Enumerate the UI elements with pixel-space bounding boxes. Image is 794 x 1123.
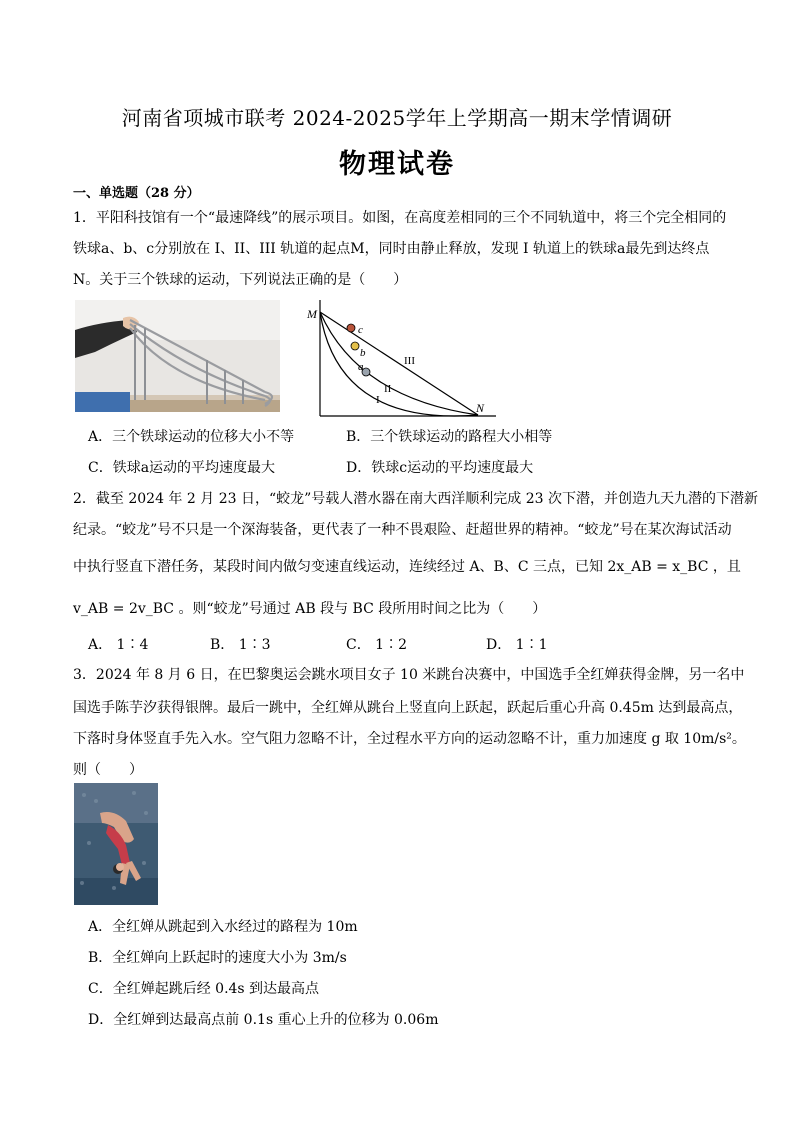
- track-III: [320, 312, 478, 415]
- q1-option-b[interactable]: B．三个铁球运动的路程大小相等: [346, 429, 553, 445]
- label-II: II: [384, 383, 392, 395]
- q3-option-c[interactable]: C．全红婵起跳后经 0.4s 到达最高点: [88, 981, 320, 997]
- q2-line-2: 纪录。“蛟龙”号不只是一个深海装备，更代表了一种不畏艰险、赶超世界的精神。“蛟龙”号在某次海试活动: [73, 522, 732, 538]
- q1-option-d[interactable]: D．铁球c运动的平均速度最大: [346, 460, 534, 476]
- q1-line-1: 1．平阳科技馆有一个“最速降线”的展示项目。如图，在高度差相同的三个不同轨道中，将三个完全相同的: [73, 210, 727, 226]
- label-N: N: [476, 401, 485, 415]
- q1-line-2: 铁球a、b、c分别放在 I、II、III 轨道的起点M，同时由静止释放，发现 I 轨道上的铁球a最先到达终点: [73, 241, 710, 257]
- label-c: c: [358, 324, 363, 336]
- q3-line-2: 国选手陈芋汐获得银牌。最后一跳中，全红婵从跳台上竖直向上跃起，跃起后重心升高 0.45m 达到最高点，: [73, 700, 743, 716]
- section-heading: 一、单选题（28 分）: [73, 186, 200, 201]
- q3-option-b[interactable]: B．全红婵向上跃起时的速度大小为 3m/s: [88, 950, 347, 966]
- q2-option-b[interactable]: B． 1∶3: [210, 637, 271, 653]
- q2-line-4: v_AB = 2v_BC 。则“蛟龙”号通过 AB 段与 BC 段所用时间之比为（ ）: [73, 601, 547, 617]
- q3-line-3: 下落时身体竖直手先入水。空气阻力忽略不计，全过程水平方向的运动忽略不计，重力加速度 g 取 10m/s²。: [73, 731, 746, 747]
- q3-line-4: 则（ ）: [73, 762, 143, 778]
- q2-line-1: 2．截至 2024 年 2 月 23 日，“蛟龙”号载人潜水器在南大西洋顺利完成 23 次下潜，并创造九天九潜的下潜新: [73, 491, 758, 507]
- label-III: III: [404, 355, 415, 367]
- label-a: a: [358, 361, 364, 373]
- q3-option-d[interactable]: D．全红婵到达最高点前 0.1s 重心上升的位移为 0.06m: [88, 1012, 439, 1028]
- q3-line-1: 3．2024 年 8 月 6 日，在巴黎奥运会跳水项目女子 10 米跳台决赛中，中国选手全红婵获得金牌，另一名中: [73, 667, 745, 683]
- q3-option-a[interactable]: A．全红婵从跳起到入水经过的路程为 10m: [88, 919, 358, 935]
- label-b: b: [360, 347, 366, 359]
- exam-subtitle: 物理试卷: [339, 149, 455, 180]
- track-diagram: [298, 296, 498, 420]
- q1-line-3: N。关于三个铁球的运动，下列说法正确的是（ ）: [73, 272, 408, 288]
- q2-option-c[interactable]: C． 1∶2: [346, 637, 407, 653]
- q2-line-3: 中执行竖直下潜任务，某段时间内做匀变速直线运动，连续经过 A、B、C 三点，已知 2x_AB = x_BC ，且: [73, 559, 741, 575]
- ball-b: [351, 342, 359, 350]
- ball-c: [347, 324, 355, 332]
- q2-option-d[interactable]: D． 1∶1: [486, 637, 548, 653]
- exam-title: 河南省项城市联考 2024-2025学年上学期高一期末学情调研: [121, 106, 673, 130]
- q2-option-a[interactable]: A． 1∶4: [88, 637, 149, 653]
- track-photo: [75, 300, 280, 412]
- q1-option-a[interactable]: A．三个铁球运动的位移大小不等: [88, 429, 295, 445]
- label-I: I: [376, 394, 380, 406]
- label-M: M: [307, 307, 317, 321]
- q1-option-c[interactable]: C．铁球a运动的平均速度最大: [88, 460, 276, 476]
- diver-photo: [74, 783, 158, 905]
